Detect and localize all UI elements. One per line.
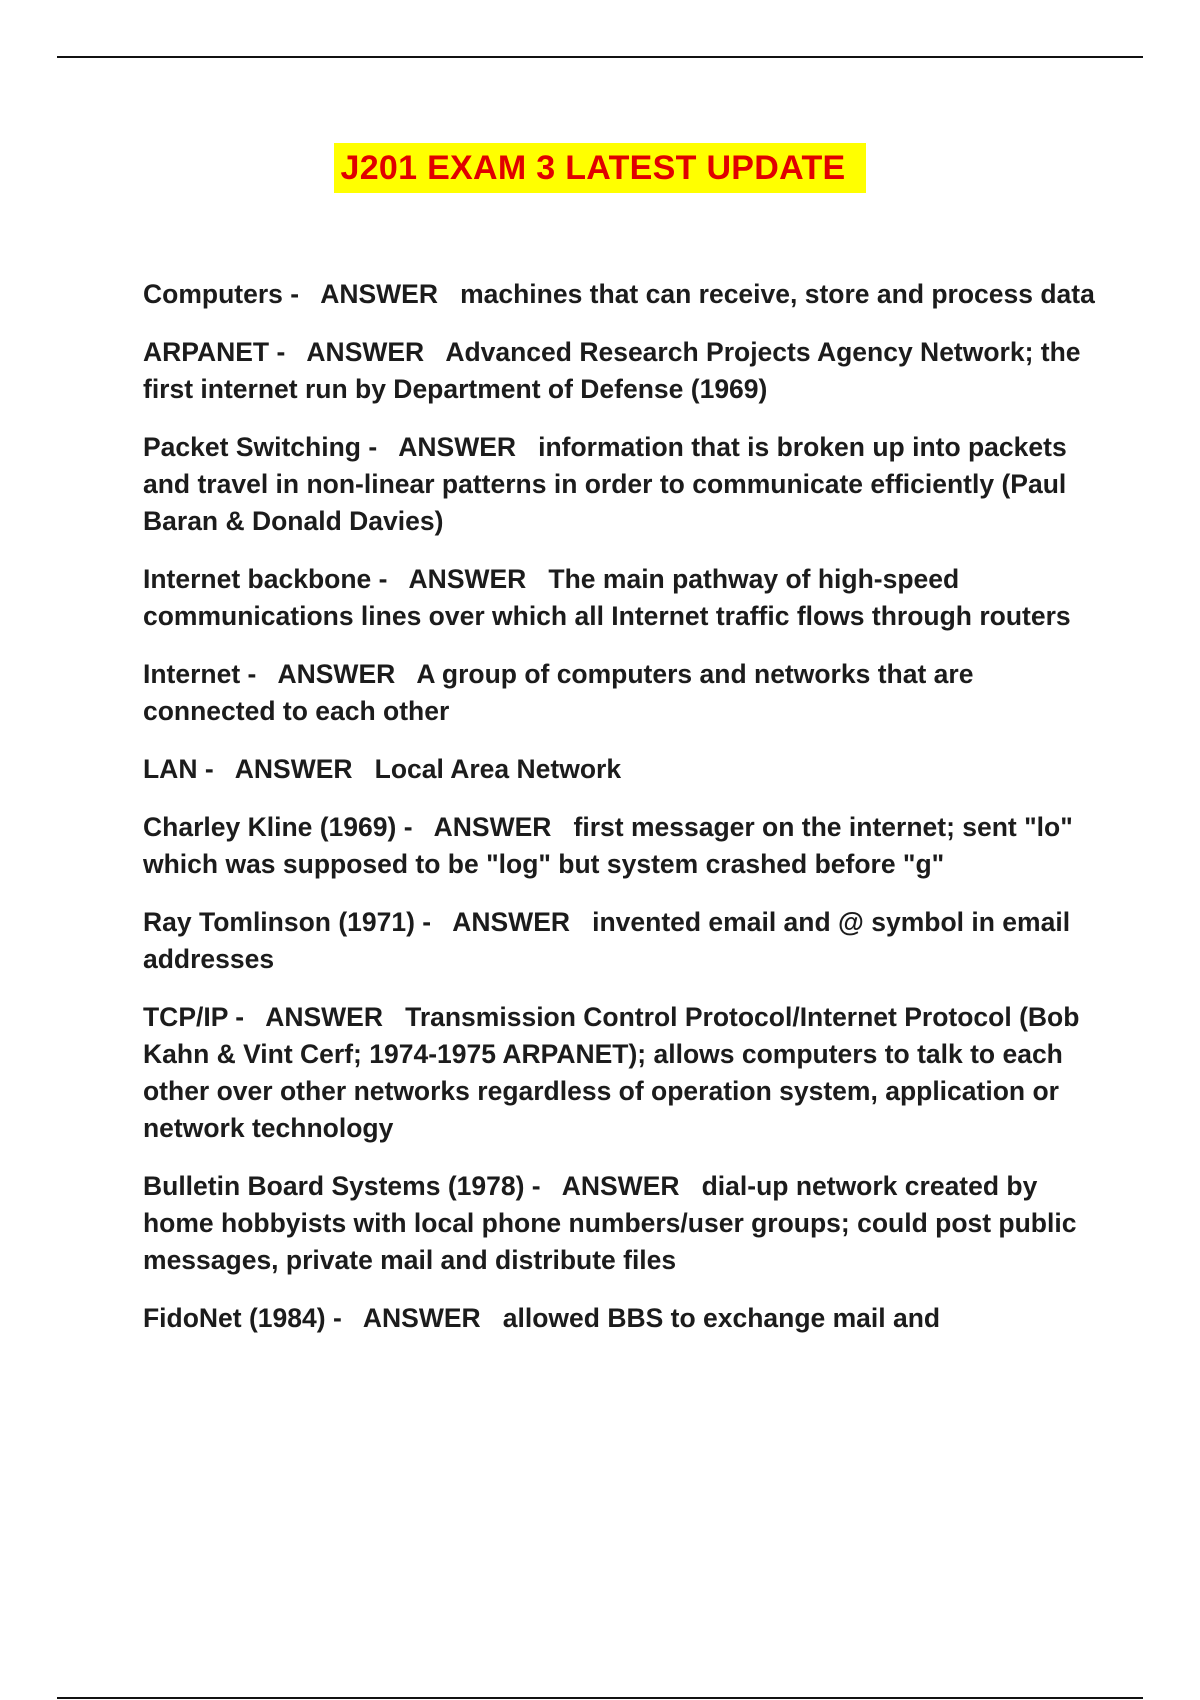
- entry-charley-kline: [143, 809, 1103, 883]
- entry-definition: Local Area Network: [374, 754, 622, 784]
- answer-label: ANSWER: [265, 1002, 383, 1032]
- entry-fidonet: [143, 1300, 1103, 1337]
- entry-term: Charley Kline (1969) -: [143, 812, 413, 842]
- entry-term: ARPANET -: [143, 337, 286, 367]
- answer-label: ANSWER: [433, 812, 552, 842]
- entry-tcp-ip: [143, 999, 1103, 1147]
- entry-lan: [143, 751, 1103, 788]
- answer-label: ANSWER: [398, 432, 517, 462]
- entry-term: Computers -: [143, 279, 300, 309]
- entry-definition: Transmission Control Protocol/Internet Protocol (Bob Kahn & Vint Cerf; 1974-1975 ARPANET); allows computers to talk to each other over other networks regardless of operation system, application or network technology: [143, 1002, 1080, 1143]
- entry-definition: machines that can receive, store and process data: [460, 279, 1095, 309]
- answer-label: ANSWER: [408, 564, 527, 594]
- entry-definition: Advanced Research Projects Agency Network; the first internet run by Department of Defense (1969): [143, 337, 1081, 404]
- answer-label: ANSWER: [561, 1171, 680, 1201]
- entry-internet-backbone: [143, 561, 1103, 635]
- entry-definition: The main pathway of high-speed communications lines over which all Internet traffic flows through routers: [143, 564, 1071, 631]
- answer-label: ANSWER: [306, 337, 425, 367]
- answer-label: ANSWER: [362, 1303, 481, 1333]
- entry-term: Ray Tomlinson (1971) -: [143, 907, 432, 937]
- entry-definition: information that is broken up into packets and travel in non-linear patterns in order to communicate efficiently (Paul Baran & Donald Davies): [143, 432, 1067, 536]
- answer-label: ANSWER: [234, 754, 353, 784]
- answer-label: ANSWER: [320, 279, 438, 309]
- top-rule: [57, 56, 1143, 58]
- entry-term: Bulletin Board Systems (1978) -: [143, 1171, 541, 1201]
- entry-list: [143, 276, 1103, 1358]
- entry-packet-switching: [143, 429, 1103, 540]
- entry-term: Packet Switching -: [143, 432, 378, 462]
- entry-definition: first messager on the internet; sent "lo" which was supposed to be "log" but system crashed before "g": [143, 812, 1073, 879]
- entry-term: TCP/IP -: [143, 1002, 245, 1032]
- bottom-rule: [57, 1697, 1143, 1699]
- document-title: J201 EXAM 3 LATEST UPDATE: [334, 143, 865, 193]
- entry-bulletin-board-systems: [143, 1168, 1103, 1279]
- answer-label: ANSWER: [452, 907, 571, 937]
- entry-definition: allowed BBS to exchange mail and: [502, 1303, 941, 1333]
- entry-definition: dial-up network created by home hobbyists with local phone numbers/user groups; could post public messages, private mail and distribute files: [143, 1171, 1077, 1275]
- entry-term: Internet -: [143, 659, 257, 689]
- entry-computers: [143, 276, 1103, 313]
- entry-term: Internet backbone -: [143, 564, 388, 594]
- entry-ray-tomlinson: [143, 904, 1103, 978]
- entry-definition: invented email and @ symbol in email addresses: [143, 907, 1071, 974]
- answer-label: ANSWER: [277, 659, 396, 689]
- entry-term: LAN -: [143, 754, 214, 784]
- entry-definition: A group of computers and networks that are connected to each other: [143, 659, 974, 726]
- entry-arpanet: [143, 334, 1103, 408]
- entry-term: FidoNet (1984) -: [143, 1303, 342, 1333]
- entry-internet: [143, 656, 1103, 730]
- title-area: [0, 143, 1200, 193]
